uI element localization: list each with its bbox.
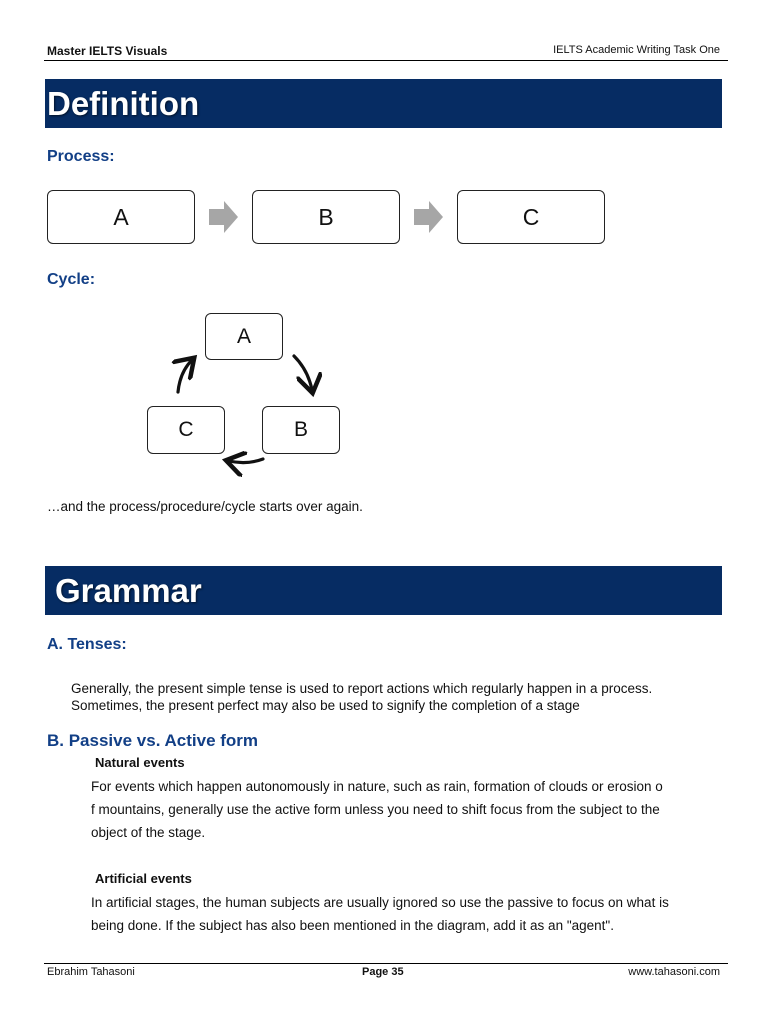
cycle-label: Cycle: <box>47 271 96 288</box>
cycle-step-b: B <box>262 406 340 454</box>
artificial-line: In artificial stages, the human subjects are usually ignored so use the passive to focus on what is <box>91 895 669 910</box>
natural-events-title: Natural events <box>95 755 185 770</box>
tenses-line: Sometimes, the present perfect may also be used to signify the completion of a stage <box>71 698 580 713</box>
grammar-banner: Grammar <box>45 566 722 615</box>
tenses-text <box>71 680 652 714</box>
passive-heading: B. Passive vs. Active form <box>47 731 259 750</box>
header-subtitle: IELTS Academic Writing Task One <box>553 44 720 56</box>
curved-arrow-icon <box>229 459 263 463</box>
footer-divider <box>44 963 728 964</box>
natural-line: f mountains, generally use the active form unless you need to shift focus from the subject to the <box>91 802 660 817</box>
tenses-heading: A. Tenses: <box>47 636 127 653</box>
header-title: Master IELTS Visuals <box>47 44 168 58</box>
process-step-a: A <box>47 190 195 244</box>
cycle-step-a: A <box>205 313 283 360</box>
curved-arrow-icon <box>178 360 192 392</box>
cycle-step-c: C <box>147 406 225 454</box>
page-number: Page 35 <box>362 966 404 978</box>
natural-events-text <box>91 775 663 844</box>
definition-banner: Definition <box>45 79 722 128</box>
artificial-line: being done. If the subject has also been mentioned in the diagram, add it as an "agent". <box>91 918 614 933</box>
cycle-note: …and the process/procedure/cycle starts over again. <box>47 499 363 514</box>
tenses-line: Generally, the present simple tense is used to report actions which regularly happen in a process. <box>71 681 653 696</box>
footer-author: Ebrahim Tahasoni <box>47 966 135 978</box>
natural-line: object of the stage. <box>91 825 206 840</box>
artificial-events-text <box>91 891 669 937</box>
process-step-c: C <box>457 190 605 244</box>
curved-arrow-icon <box>294 356 312 390</box>
natural-line: For events which happen autonomously in nature, such as rain, formation of clouds or erosion o <box>91 779 663 794</box>
artificial-events-title: Artificial events <box>95 871 192 886</box>
footer-website[interactable]: www.tahasoni.com <box>628 966 720 978</box>
process-label: Process: <box>47 148 115 165</box>
process-step-b: B <box>252 190 400 244</box>
